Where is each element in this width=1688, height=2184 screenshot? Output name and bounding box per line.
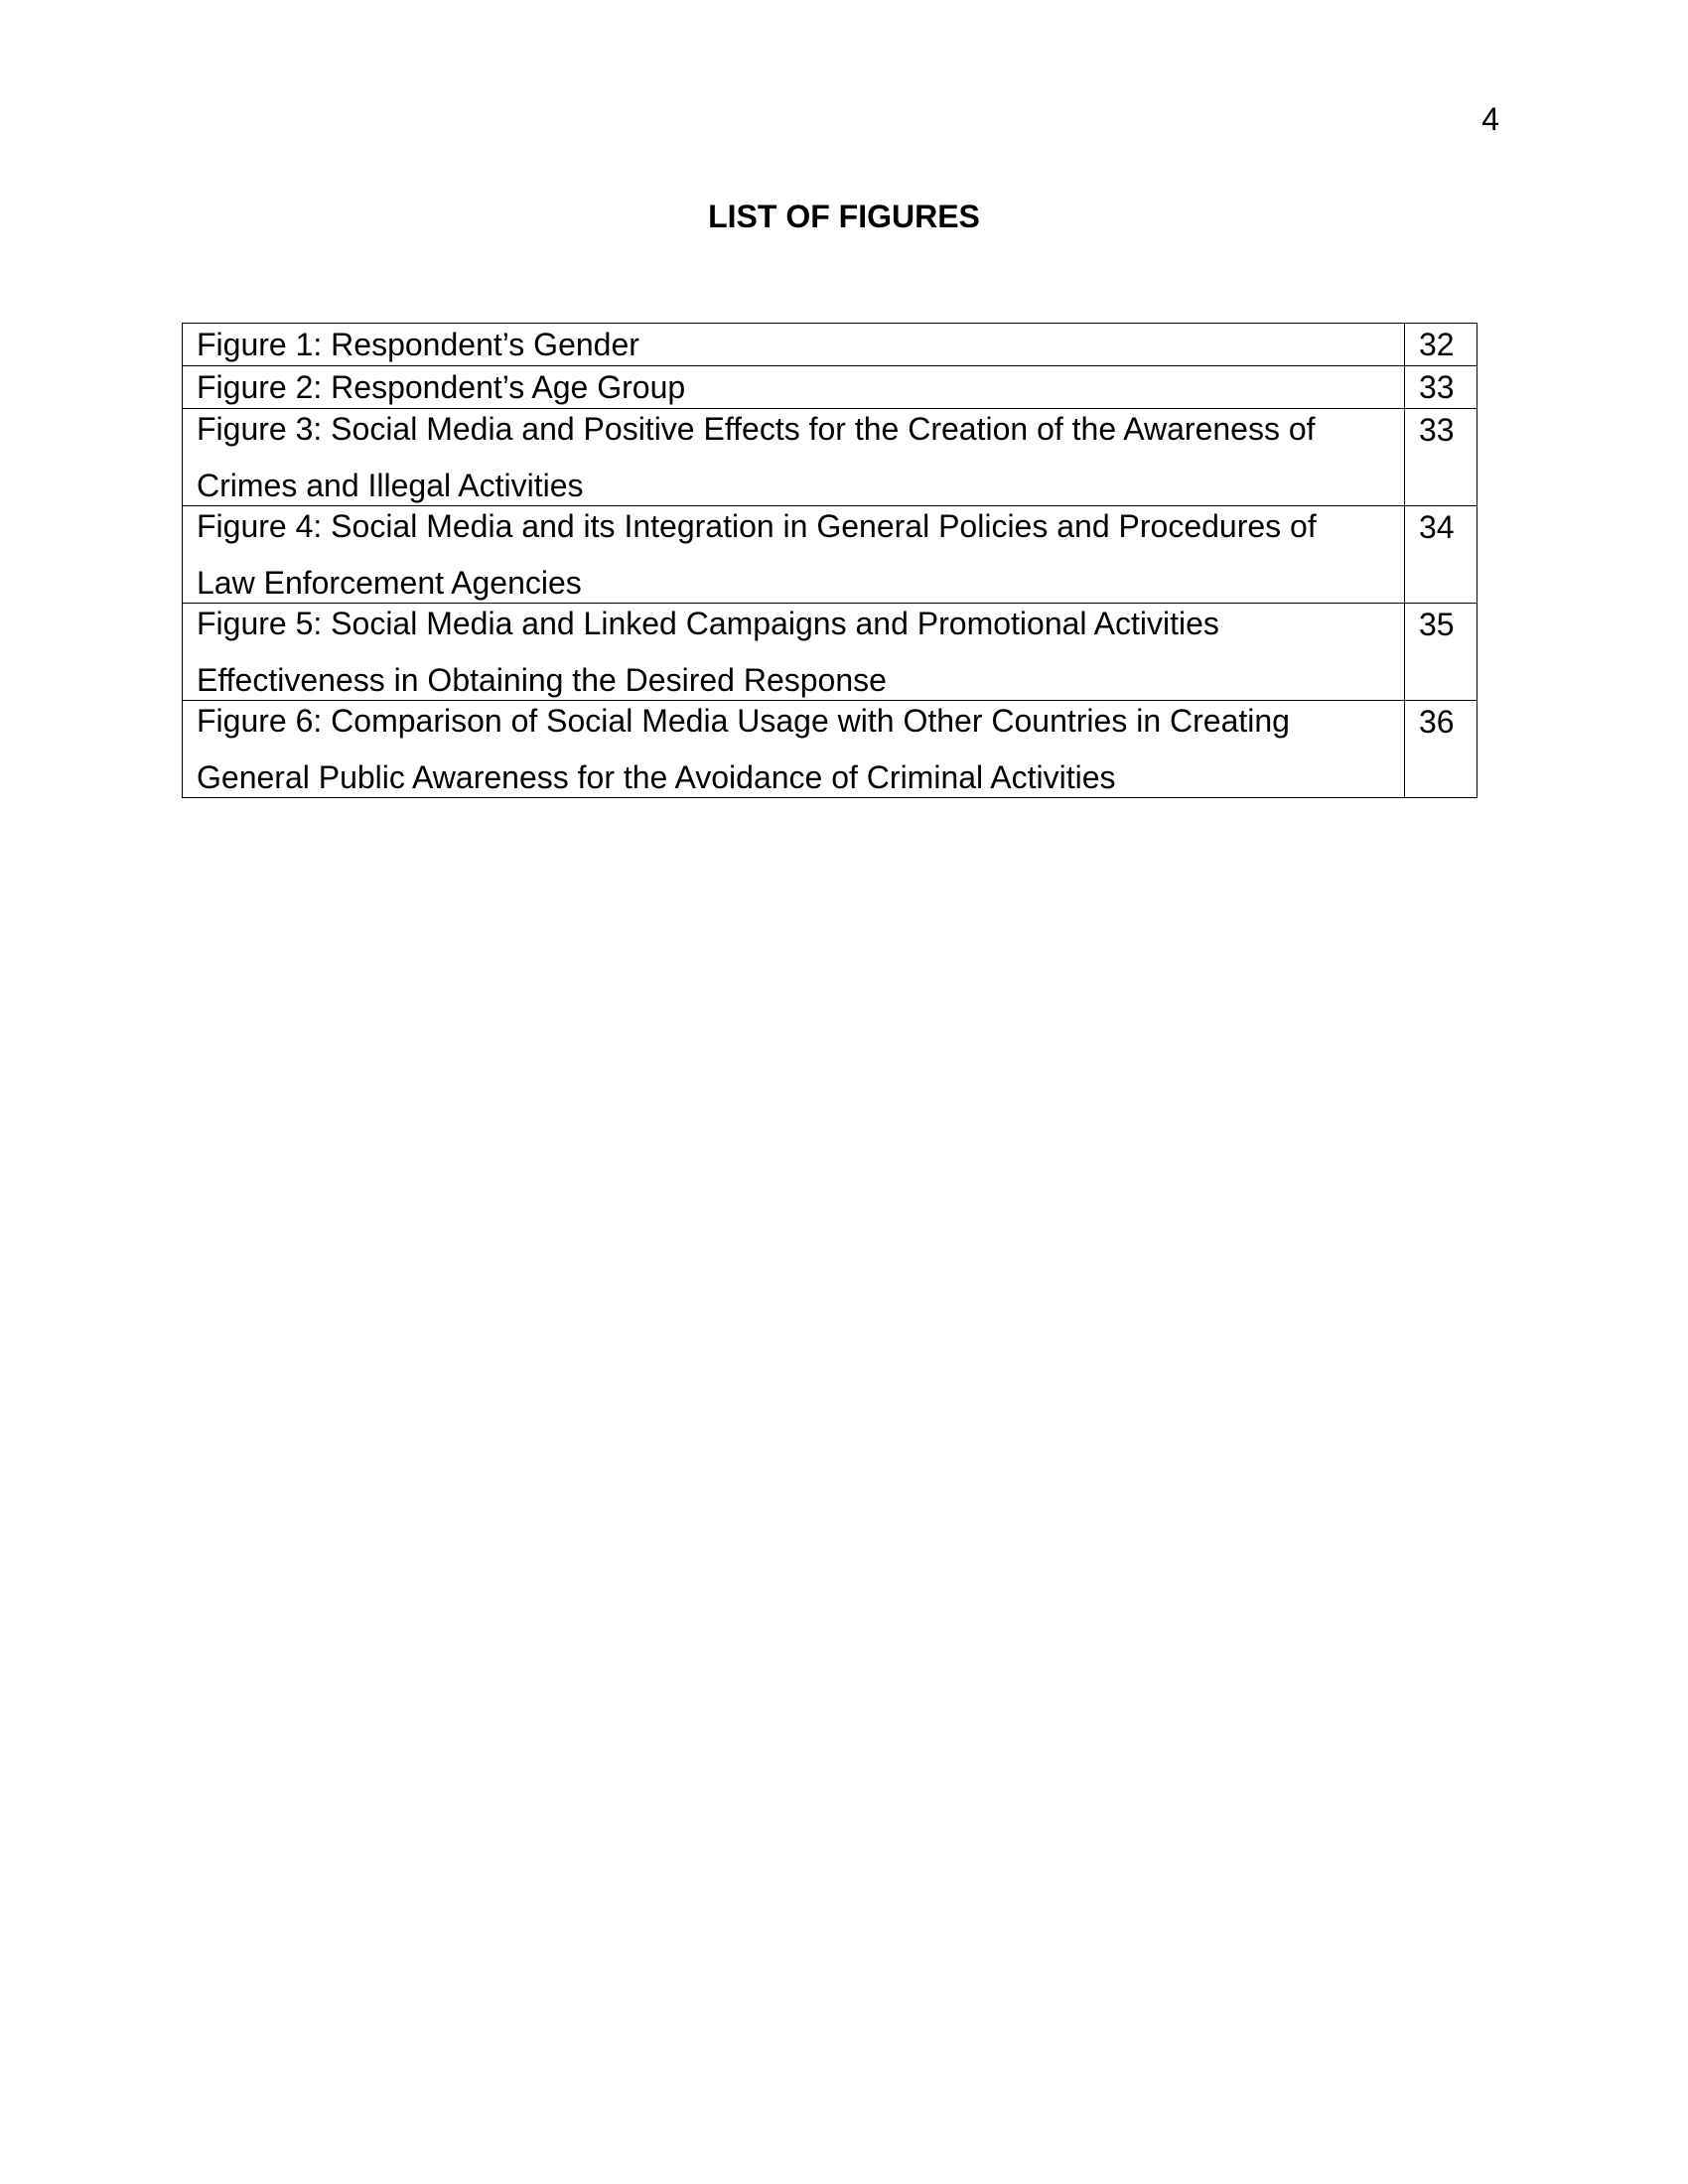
table-row [183,701,1477,798]
figure-page-number: 36 [1404,701,1477,798]
figure-title: Figure 5: Social Media and Linked Campaigns and Promotional Activities [197,606,1219,641]
table-row [183,324,1477,366]
figure-title: Figure 6: Comparison of Social Media Usage with Other Countries in Creating [197,703,1290,739]
figure-title-continuation: Effectiveness in Obtaining the Desired Response [197,662,887,698]
figure-title-cell [183,506,1405,604]
figure-title-cell [183,324,1405,366]
table-row [183,366,1477,409]
list-of-figures-table [182,323,1477,798]
figure-page-number: 34 [1404,506,1477,604]
page-title: LIST OF FIGURES [708,199,980,234]
table-row [183,604,1477,701]
figure-title: Figure 4: Social Media and its Integration in General Policies and Procedures of [197,508,1317,544]
figure-page-number: 32 [1404,324,1477,366]
figure-page-number: 33 [1404,409,1477,506]
figure-title-continuation: Law Enforcement Agencies [197,565,582,601]
figure-title-cell [183,701,1405,798]
figure-title-continuation: General Public Awareness for the Avoidance of Criminal Activities [197,759,1116,795]
figure-title-cell [183,604,1405,701]
figure-title: Figure 3: Social Media and Positive Effects for the Creation of the Awareness of [197,411,1316,447]
figure-title-continuation: Crimes and Illegal Activities [197,468,584,503]
page-number: 4 [1481,101,1499,137]
figure-title: Figure 2: Respondent’s Age Group [197,369,686,405]
figure-title-cell [183,409,1405,506]
figure-title-cell [183,366,1405,409]
table-row [183,506,1477,604]
figure-title: Figure 1: Respondent’s Gender [197,327,639,362]
figure-page-number: 35 [1404,604,1477,701]
figure-page-number: 33 [1404,366,1477,409]
table-row [183,409,1477,506]
